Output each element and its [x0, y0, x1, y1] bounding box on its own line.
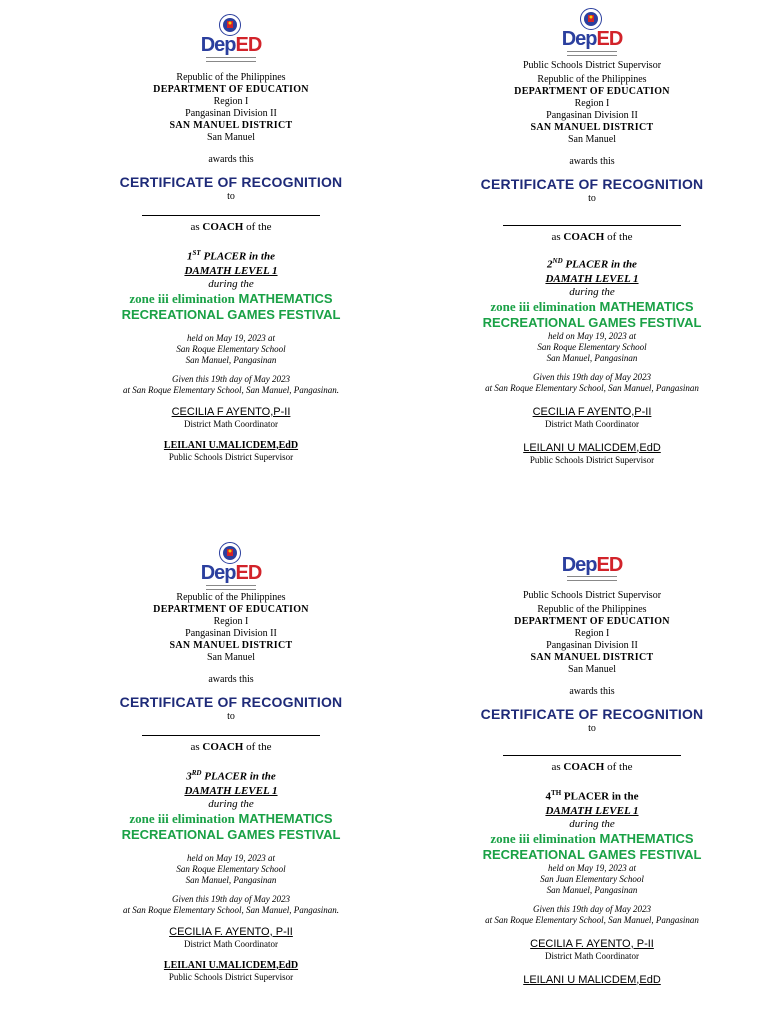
festival-line-2: RECREATIONAL GAMES FESTIVAL — [121, 826, 341, 842]
festival-line-2: RECREATIONAL GAMES FESTIVAL — [482, 314, 702, 330]
placer-line: 3RD PLACER in the — [186, 769, 276, 783]
deped-wordmark: DepED — [561, 28, 623, 50]
to-line: to — [588, 193, 596, 204]
district-line: SAN MANUEL DISTRICT — [169, 640, 293, 651]
department-line: DEPARTMENT OF EDUCATION — [153, 84, 309, 95]
logo-subline — [206, 57, 256, 62]
venue-line: San Roque Elementary School — [176, 863, 286, 874]
supervisor-role: Public Schools District Supervisor — [529, 454, 655, 465]
district-line: SAN MANUEL DISTRICT — [530, 122, 654, 133]
given-at-line: at San Roque Elementary School, San Manuel, Pangasinan — [485, 914, 699, 925]
place-line: San Manuel, Pangasinan — [185, 354, 277, 365]
during-line: during the — [569, 285, 615, 298]
deped-wordmark: DepED — [200, 562, 262, 584]
during-line: during the — [208, 277, 254, 290]
during-line: during the — [208, 797, 254, 810]
supervisor-signature: LEILANI U.MALICDEM,EdD — [163, 439, 299, 451]
coordinator-role: District Math Coordinator — [545, 950, 639, 961]
placer-line: 2ND PLACER in the — [547, 257, 637, 271]
town-line: San Manuel — [206, 652, 256, 663]
town-line: San Manuel — [567, 134, 617, 145]
deped-logo — [196, 14, 266, 70]
event-name: DAMATH LEVEL 1 — [545, 804, 639, 817]
certificate-title: CERTIFICATE OF RECOGNITION — [480, 706, 704, 722]
republic-line: Republic of the Philippines — [176, 72, 286, 83]
coach-line: as COACH of the — [551, 231, 633, 243]
region-line: Region I — [213, 616, 249, 627]
placer-line: 1ST PLACER in the — [187, 249, 275, 263]
overlap-supervisor-line: Public Schools District Supervisor — [522, 590, 662, 601]
deped-seal-icon — [219, 14, 241, 36]
coordinator-signature: CECILIA F. AYENTO, P-II — [530, 937, 654, 950]
region-line: Region I — [574, 628, 610, 639]
venue-line: San Juan Elementary School — [540, 873, 644, 884]
coordinator-signature: CECILIA F. AYENTO, P-II — [169, 925, 293, 938]
place-line: San Manuel, Pangasinan — [546, 884, 638, 895]
overlap-supervisor-line: Public Schools District Supervisor — [522, 60, 662, 71]
event-name: DAMATH LEVEL 1 — [545, 272, 639, 285]
division-line: Pangasinan Division II — [185, 628, 277, 639]
given-line: Given this 19th day of May 2023 — [172, 373, 290, 384]
festival-line-1: zone iii elimination MATHEMATICS — [129, 810, 333, 826]
festival-line-1: zone iii elimination MATHEMATICS — [490, 298, 694, 314]
given-at-line: at San Roque Elementary School, San Manuel, Pangasinan. — [123, 384, 339, 395]
coach-line: as COACH of the — [551, 761, 633, 773]
certificate-title: CERTIFICATE OF RECOGNITION — [119, 174, 343, 190]
during-line: during the — [569, 817, 615, 830]
region-line: Region I — [574, 98, 610, 109]
logo-subline — [567, 576, 617, 581]
given-line: Given this 19th day of May 2023 — [533, 371, 651, 382]
coordinator-role: District Math Coordinator — [184, 938, 278, 949]
festival-line-1: zone iii elimination MATHEMATICS — [129, 290, 333, 306]
certificate-title: CERTIFICATE OF RECOGNITION — [480, 176, 704, 192]
venue-line: San Roque Elementary School — [176, 343, 286, 354]
certificate-title: CERTIFICATE OF RECOGNITION — [119, 694, 343, 710]
town-line: San Manuel — [206, 132, 256, 143]
deped-logo — [196, 542, 266, 598]
supervisor-role: Public Schools District Supervisor — [168, 451, 294, 462]
event-name: DAMATH LEVEL 1 — [184, 264, 278, 277]
deped-wordmark: DepED — [561, 554, 623, 576]
republic-line: Republic of the Philippines — [176, 592, 286, 603]
certificate-1 — [46, 14, 416, 463]
recipient-blank-line — [142, 203, 320, 216]
place-line: San Manuel, Pangasinan — [546, 352, 638, 363]
certificate-3 — [46, 534, 416, 983]
to-line: to — [227, 711, 235, 722]
awards-line: awards this — [208, 154, 254, 165]
district-line: SAN MANUEL DISTRICT — [530, 652, 654, 663]
deped-logo — [557, 554, 627, 584]
given-line: Given this 19th day of May 2023 — [533, 903, 651, 914]
recipient-blank-line — [503, 213, 681, 226]
supervisor-signature: LEILANI U MALICDEM,EdD — [523, 441, 661, 454]
to-line: to — [588, 723, 596, 734]
held-line: held on May 19, 2023 at — [187, 332, 275, 343]
republic-line: Republic of the Philippines — [537, 604, 647, 615]
coordinator-role: District Math Coordinator — [184, 418, 278, 429]
coordinator-role: District Math Coordinator — [545, 418, 639, 429]
awards-line: awards this — [569, 156, 615, 167]
division-line: Pangasinan Division II — [546, 110, 638, 121]
district-line: SAN MANUEL DISTRICT — [169, 120, 293, 131]
supervisor-role: Public Schools District Supervisor — [168, 971, 294, 982]
coordinator-signature: CECILIA F AYENTO,P-II — [171, 405, 291, 418]
to-line: to — [227, 191, 235, 202]
awards-line: awards this — [208, 674, 254, 685]
awards-line: awards this — [569, 686, 615, 697]
held-line: held on May 19, 2023 at — [548, 330, 636, 341]
coach-line: as COACH of the — [190, 221, 272, 233]
logo-subline — [567, 51, 617, 56]
department-line: DEPARTMENT OF EDUCATION — [514, 616, 670, 627]
republic-line: Republic of the Philippines — [537, 74, 647, 85]
deped-logo — [557, 8, 627, 64]
placer-line: 4TH PLACER in the — [545, 789, 639, 803]
recipient-blank-line — [503, 743, 681, 756]
deped-seal-icon — [219, 542, 241, 564]
given-at-line: at San Roque Elementary School, San Manuel, Pangasinan. — [123, 904, 339, 915]
logo-subline — [206, 585, 256, 590]
certificate-2 — [407, 6, 768, 466]
department-line: DEPARTMENT OF EDUCATION — [153, 604, 309, 615]
coordinator-signature: CECILIA F AYENTO,P-II — [532, 405, 652, 418]
festival-line-1: zone iii elimination MATHEMATICS — [490, 830, 694, 846]
recipient-blank-line — [142, 723, 320, 736]
festival-line-2: RECREATIONAL GAMES FESTIVAL — [121, 306, 341, 322]
held-line: held on May 19, 2023 at — [187, 852, 275, 863]
supervisor-signature: LEILANI U.MALICDEM,EdD — [163, 959, 299, 971]
event-name: DAMATH LEVEL 1 — [184, 784, 278, 797]
place-line: San Manuel, Pangasinan — [185, 874, 277, 885]
deped-seal-icon — [580, 8, 602, 30]
division-line: Pangasinan Division II — [546, 640, 638, 651]
division-line: Pangasinan Division II — [185, 108, 277, 119]
given-at-line: at San Roque Elementary School, San Manuel, Pangasinan — [485, 382, 699, 393]
certificate-4 — [407, 554, 768, 987]
venue-line: San Roque Elementary School — [537, 341, 647, 352]
supervisor-signature: LEILANI U MALICDEM,EdD — [523, 973, 661, 986]
region-line: Region I — [213, 96, 249, 107]
town-line: San Manuel — [567, 664, 617, 675]
deped-wordmark: DepED — [200, 34, 262, 56]
department-line: DEPARTMENT OF EDUCATION — [514, 86, 670, 97]
festival-line-2: RECREATIONAL GAMES FESTIVAL — [482, 846, 702, 862]
held-line: held on May 19, 2023 at — [548, 862, 636, 873]
given-line: Given this 19th day of May 2023 — [172, 893, 290, 904]
coach-line: as COACH of the — [190, 741, 272, 753]
